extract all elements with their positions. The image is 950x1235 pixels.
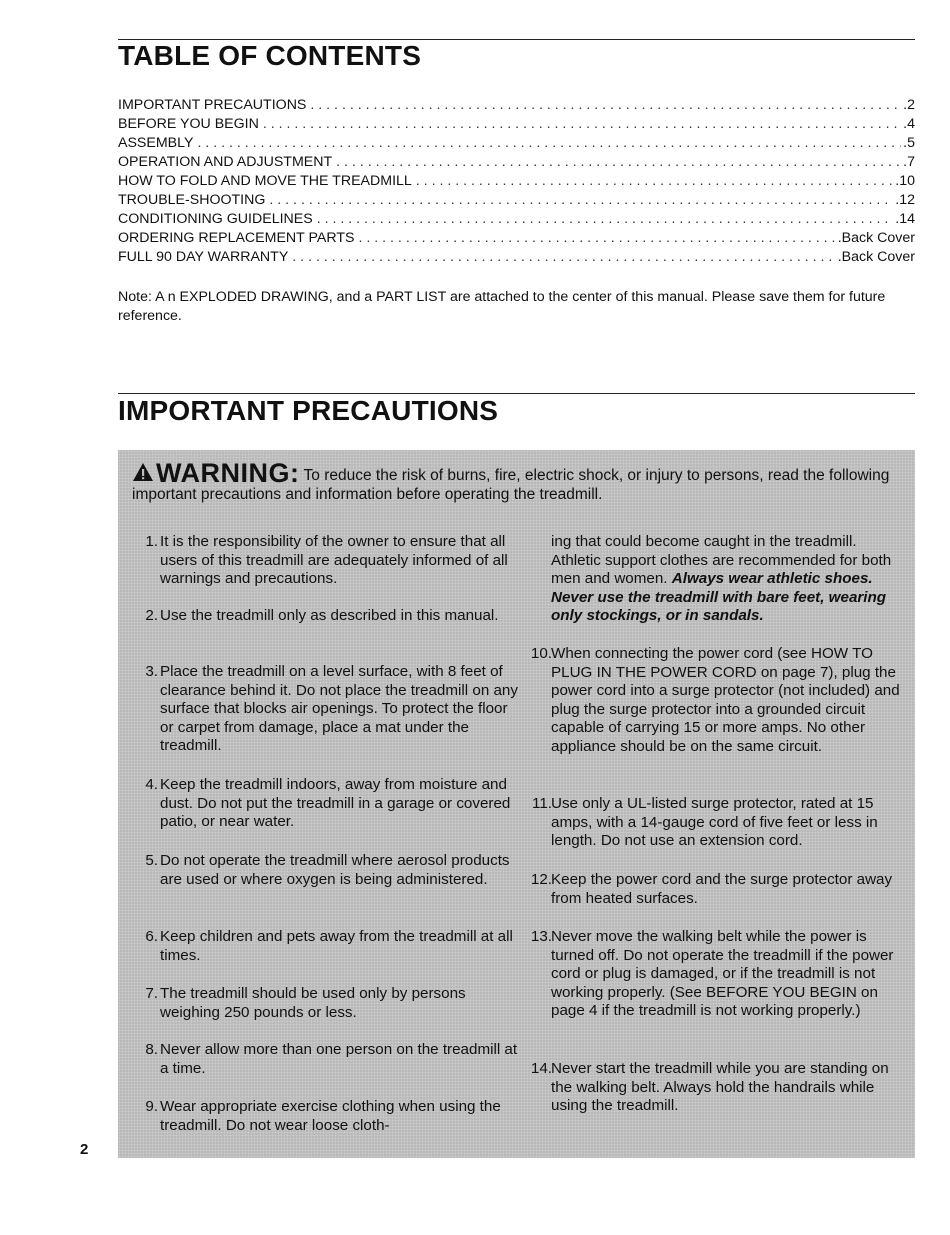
item-number: 5. <box>145 852 158 869</box>
precaution-item <box>130 776 520 832</box>
warning-word: WARNING: <box>156 458 300 488</box>
toc-entry-page: .5 <box>903 135 915 151</box>
toc-entry[interactable] <box>118 210 915 229</box>
toc-entry-title: OPERATION AND ADJUSTMENT <box>118 154 333 170</box>
warning-triangle-icon <box>132 462 154 482</box>
warning-header <box>132 458 908 504</box>
item-number: 2. <box>145 607 158 624</box>
item-text: Use only a UL-listed surge protector, rated at 15 amps, with a 14-gauge cord of five feet or less in length. Do not use an extension cord. <box>551 795 878 850</box>
toc-leader-dots <box>359 229 836 248</box>
item-text: Never allow more than one person on the treadmill at a time. <box>160 1041 518 1077</box>
toc-entry[interactable] <box>118 172 915 191</box>
precaution-item <box>522 645 906 757</box>
toc-entry[interactable] <box>118 229 915 248</box>
item-text: Keep the power cord and the surge protector away from heated surfaces. <box>551 871 893 907</box>
warning-intro: To reduce the risk of burns, fire, electric shock, or injury to persons, read the following important precautions and information before operating the treadmill. <box>132 467 890 503</box>
toc-entry[interactable] <box>118 134 915 153</box>
precaution-item <box>130 1098 520 1135</box>
precaution-item <box>130 852 520 889</box>
item-text: Place the treadmill on a level surface, with 8 feet of clearance behind it. Do not place the treadmill on any surface that blocks air openings. To protect the floor or carpet from damage, place a mat under the treadmill. <box>160 663 518 755</box>
precautions-heading: IMPORTANT PRECAUTIONS <box>118 395 499 426</box>
item-number: 14. <box>530 1060 552 1077</box>
toc-entry[interactable] <box>118 191 915 210</box>
item-number: 11. <box>532 795 552 812</box>
toc-leader-dots <box>269 191 893 210</box>
toc-entry-title: BEFORE YOU BEGIN <box>118 116 259 132</box>
toc-entry-title: HOW TO FOLD AND MOVE THE TREADMILL <box>118 173 412 189</box>
toc-leader-dots <box>263 115 901 134</box>
item-number: 10. <box>530 645 552 662</box>
toc-entry-title: IMPORTANT PRECAUTIONS <box>118 97 307 113</box>
toc-note: Note: A n EXPLODED DRAWING, and a PART LIST are attached to the center of this manual. Please save them for future reference. <box>118 289 886 324</box>
precautions-top-rule <box>118 393 915 394</box>
precaution-item <box>522 928 906 1021</box>
toc-entry-page: .7 <box>903 154 915 170</box>
item-text: Never start the treadmill while you are standing on the walking belt. Always hold the handrails while using the treadmill. <box>551 1060 889 1115</box>
precaution-item <box>522 795 906 851</box>
item-text: Never move the walking belt while the power is turned off. Do not operate the treadmill if the power cord or plug is damaged, or if the treadmill is not working properly. (See BEFORE YOU BEGIN on page 4 if the treadmill is not working properly.) <box>551 928 894 1020</box>
toc-entry[interactable] <box>118 115 915 134</box>
toc-leader-dots <box>336 153 901 172</box>
precaution-item <box>522 1060 906 1116</box>
toc-entry[interactable] <box>118 248 915 267</box>
warning-box <box>118 450 915 1158</box>
precaution-item <box>130 663 520 756</box>
precaution-item <box>130 985 520 1022</box>
item-text: ing that could become caught in the treadmill. Athletic support clothes are recommended for both men and women. <box>551 533 892 588</box>
item-number: 4. <box>145 776 158 793</box>
item-text: When connecting the power cord (see HOW TO PLUG IN THE POWER CORD on page 7), plug the power cord into a surge protector (not included) and plug the surge protector into a grounded circuit capable of carrying 15 or more amps. No other appliance should be on the same circuit. <box>551 645 900 755</box>
toc-list <box>118 96 915 267</box>
toc-leader-dots <box>416 172 893 191</box>
page-number: 2 <box>80 1141 89 1158</box>
toc-entry-page: .14 <box>895 211 915 227</box>
precaution-item-continued <box>522 533 906 626</box>
item-text: Wear appropriate exercise clothing when using the treadmill. Do not wear loose cloth- <box>160 1098 501 1134</box>
toc-entry-page: .2 <box>903 97 915 113</box>
precaution-item <box>130 928 520 965</box>
toc-entry-title: FULL 90 DAY WARRANTY <box>118 249 289 265</box>
toc-entry-page: .10 <box>895 173 915 189</box>
toc-heading: TABLE OF CONTENTS <box>118 40 422 71</box>
toc-entry-page: .12 <box>895 192 915 208</box>
item-emphasis: Always wear athletic shoes. Never use the treadmill with bare feet, wearing only stockings, or in sandals. <box>551 570 887 625</box>
item-text: Use the treadmill only as described in this manual. <box>160 607 499 624</box>
precaution-item <box>130 1041 520 1078</box>
item-text: It is the responsibility of the owner to ensure that all users of this treadmill are adequately informed of all warnings and precautions. <box>160 533 508 588</box>
item-text: Keep the treadmill indoors, away from moisture and dust. Do not put the treadmill in a garage or covered patio, or near water. <box>160 776 511 831</box>
precaution-item <box>130 607 499 626</box>
item-text: Do not operate the treadmill where aerosol products are used or where oxygen is being administered. <box>160 852 510 888</box>
item-number: 9. <box>145 1098 158 1115</box>
item-number: 7. <box>145 985 158 1002</box>
toc-entry-page: .Back Cover <box>837 249 915 265</box>
toc-entry[interactable] <box>118 96 915 115</box>
toc-entry-title: ASSEMBLY <box>118 135 194 151</box>
item-text: Keep children and pets away from the treadmill at all times. <box>160 928 513 964</box>
toc-leader-dots <box>197 134 901 153</box>
toc-entry-title: CONDITIONING GUIDELINES <box>118 211 313 227</box>
toc-leader-dots <box>292 248 835 267</box>
toc-entry-page: .4 <box>903 116 915 132</box>
item-number: 1. <box>145 533 158 550</box>
precaution-item <box>130 533 520 589</box>
item-number: 3. <box>145 663 158 680</box>
toc-entry-title: ORDERING REPLACEMENT PARTS <box>118 230 355 246</box>
precaution-item <box>522 871 906 908</box>
toc-leader-dots <box>317 210 894 229</box>
item-number: 8. <box>145 1041 158 1058</box>
toc-leader-dots <box>310 96 901 115</box>
toc-entry[interactable] <box>118 153 915 172</box>
item-text: The treadmill should be used only by persons weighing 250 pounds or less. <box>160 985 466 1021</box>
item-number: 6. <box>145 928 158 945</box>
item-number: 13. <box>530 928 552 945</box>
toc-entry-page: .Back Cover <box>837 230 915 246</box>
item-number: 12. <box>530 871 552 888</box>
toc-entry-title: TROUBLE-SHOOTING <box>118 192 266 208</box>
